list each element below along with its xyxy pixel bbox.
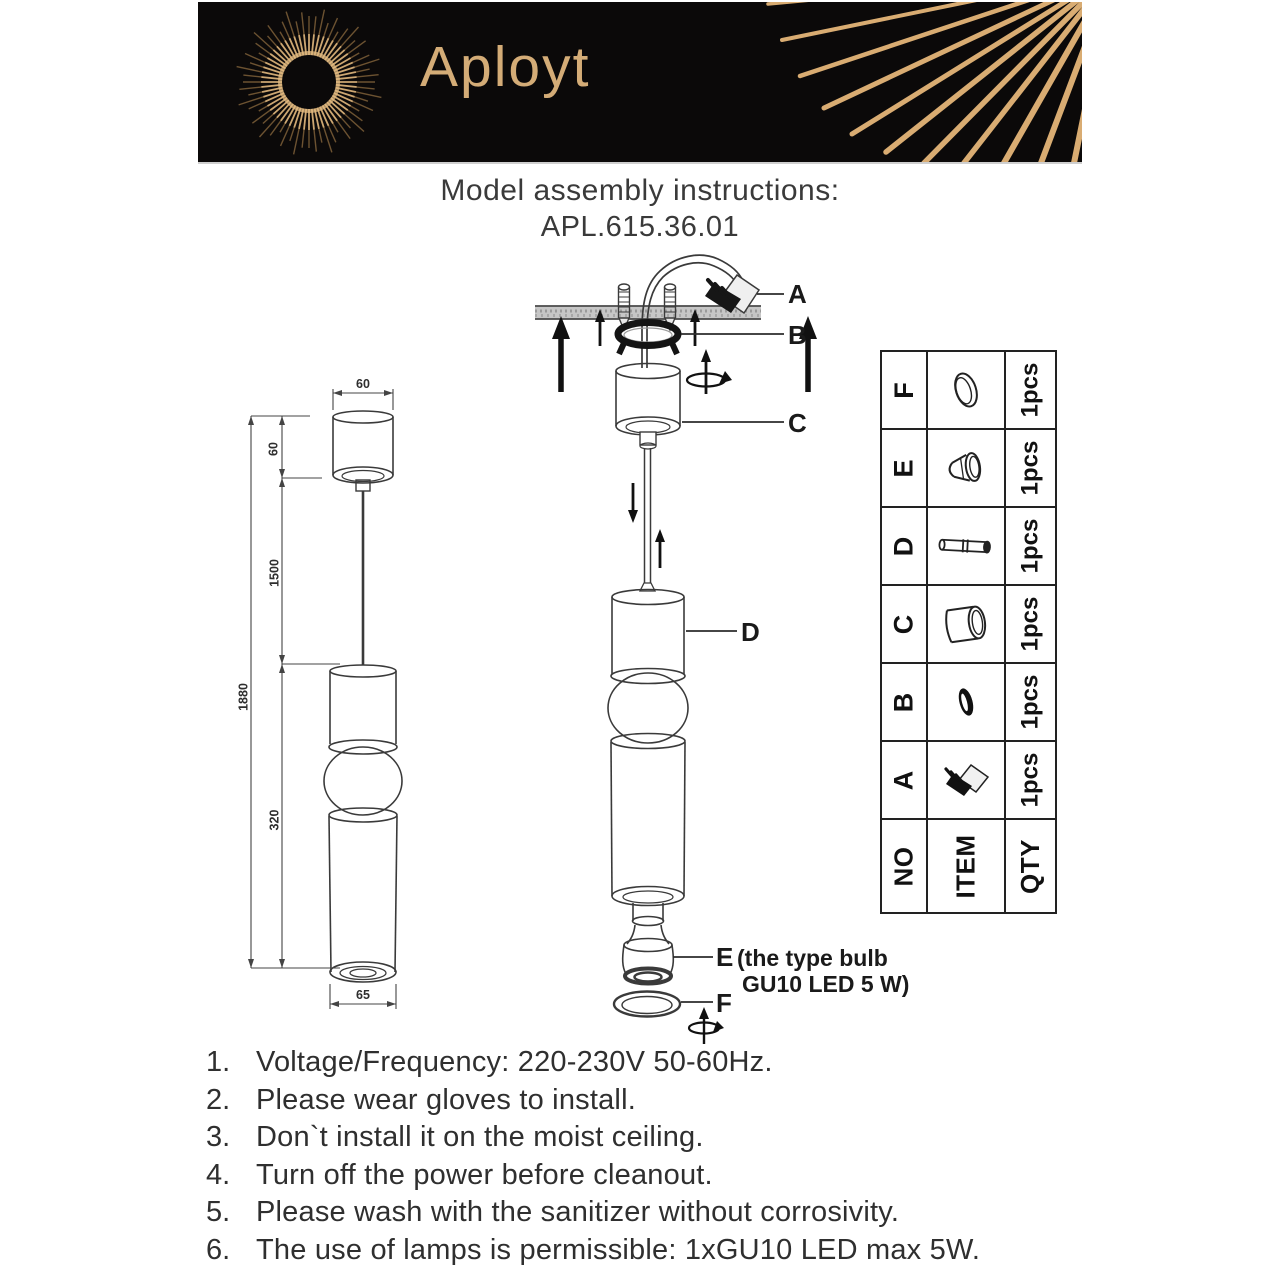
instruction-item-6: [206, 1234, 1106, 1272]
parts-table: [880, 350, 1057, 914]
dim-bottom-width: 65: [356, 988, 370, 1002]
pin-rod-icon: [928, 508, 1006, 586]
table-cell-no-d: D: [882, 508, 928, 586]
dim-top-width: 60: [356, 377, 370, 391]
glass-ring-icon: [928, 352, 1006, 430]
table-cell-no-c: C: [882, 586, 928, 664]
glass-ring-part-f: [614, 992, 680, 1017]
dim-canopy-height: 60: [266, 442, 281, 456]
instruction-number: 2.: [206, 1083, 231, 1116]
instruction-text: Voltage/Frequency: 220-230V 50-60Hz.: [256, 1046, 773, 1078]
label-part-a: A: [788, 279, 807, 309]
dim-cable-length: 1500: [267, 559, 282, 587]
instruction-item-3: [206, 1121, 1106, 1159]
lamp-body-part-d: [608, 590, 688, 945]
instruction-number: 5.: [206, 1196, 231, 1228]
label-part-d: D: [741, 617, 760, 647]
instruction-text: Please wash with the sanitizer without corrosivity.: [256, 1196, 900, 1228]
instruction-item-4: [206, 1159, 1106, 1197]
bulb-part-e: [623, 939, 674, 984]
table-cell-qty-e: 1pcs: [1006, 430, 1055, 508]
model-number: APL.615.36.01: [540, 211, 740, 243]
lens-ring-icon: [928, 664, 1006, 742]
instruction-number: 1.: [206, 1046, 231, 1078]
gu10-bulb-icon: [928, 430, 1006, 508]
table-header-no: NO: [882, 820, 928, 912]
canopy-part-c: [616, 364, 680, 450]
instruction-number: 6.: [206, 1233, 231, 1266]
dim-overall-height: 1880: [236, 683, 251, 711]
dim-body-height: 320: [267, 809, 282, 831]
instruction-text: Turn off the power before cleanout.: [256, 1158, 713, 1191]
instruction-text: Don`t install it on the moist ceiling.: [256, 1121, 704, 1153]
label-part-c: C: [788, 408, 807, 438]
table-cell-qty-b: 1pcs: [1006, 664, 1055, 742]
instruction-item-2: [206, 1084, 1106, 1122]
label-part-f: F: [716, 988, 732, 1018]
table-cell-no-a: A: [882, 742, 928, 820]
table-cell-no-f: F: [882, 352, 928, 430]
leader-lines: [673, 294, 784, 1002]
wire-connector-icon: [928, 742, 1006, 820]
instruction-text: Please wear gloves to install.: [256, 1083, 636, 1116]
table-cell-no-b: B: [882, 664, 928, 742]
canopy-cylinder-icon: [928, 586, 1006, 664]
instructions-list: [206, 1046, 1106, 1271]
instruction-item-5: [206, 1196, 1106, 1234]
suspension-wire: [640, 448, 655, 591]
instruction-number: 4.: [206, 1158, 231, 1191]
instruction-text: The use of lamps is permissible: 1xGU10 LED max 5W.: [256, 1233, 981, 1266]
table-header-qty: QTY: [1015, 838, 1046, 894]
table-header-item: ITEM: [928, 820, 1006, 912]
instruction-item-1: [206, 1046, 1106, 1084]
table-cell-no-e: E: [882, 430, 928, 508]
label-part-b: B: [788, 320, 807, 350]
instruction-number: 3.: [206, 1121, 231, 1153]
table-cell-qty-d: 1pcs: [1006, 508, 1055, 586]
bulb-type-note-line2: GU10 LED 5 W): [742, 971, 910, 997]
brand-name: Aployt: [420, 35, 591, 99]
table-cell-qty-a: 1pcs: [1006, 742, 1055, 820]
pendant-side-view: [324, 411, 402, 982]
assembly-diagram: [535, 255, 817, 1044]
mounting-ring-part-b: [618, 323, 678, 355]
table-cell-qty-f: 1pcs: [1006, 352, 1055, 430]
label-part-e: E: [716, 942, 734, 972]
bulb-type-note-line1: (the type bulb: [737, 945, 888, 971]
page-title: Model assembly instructions:: [440, 174, 840, 207]
table-cell-qty-c: 1pcs: [1006, 586, 1055, 664]
